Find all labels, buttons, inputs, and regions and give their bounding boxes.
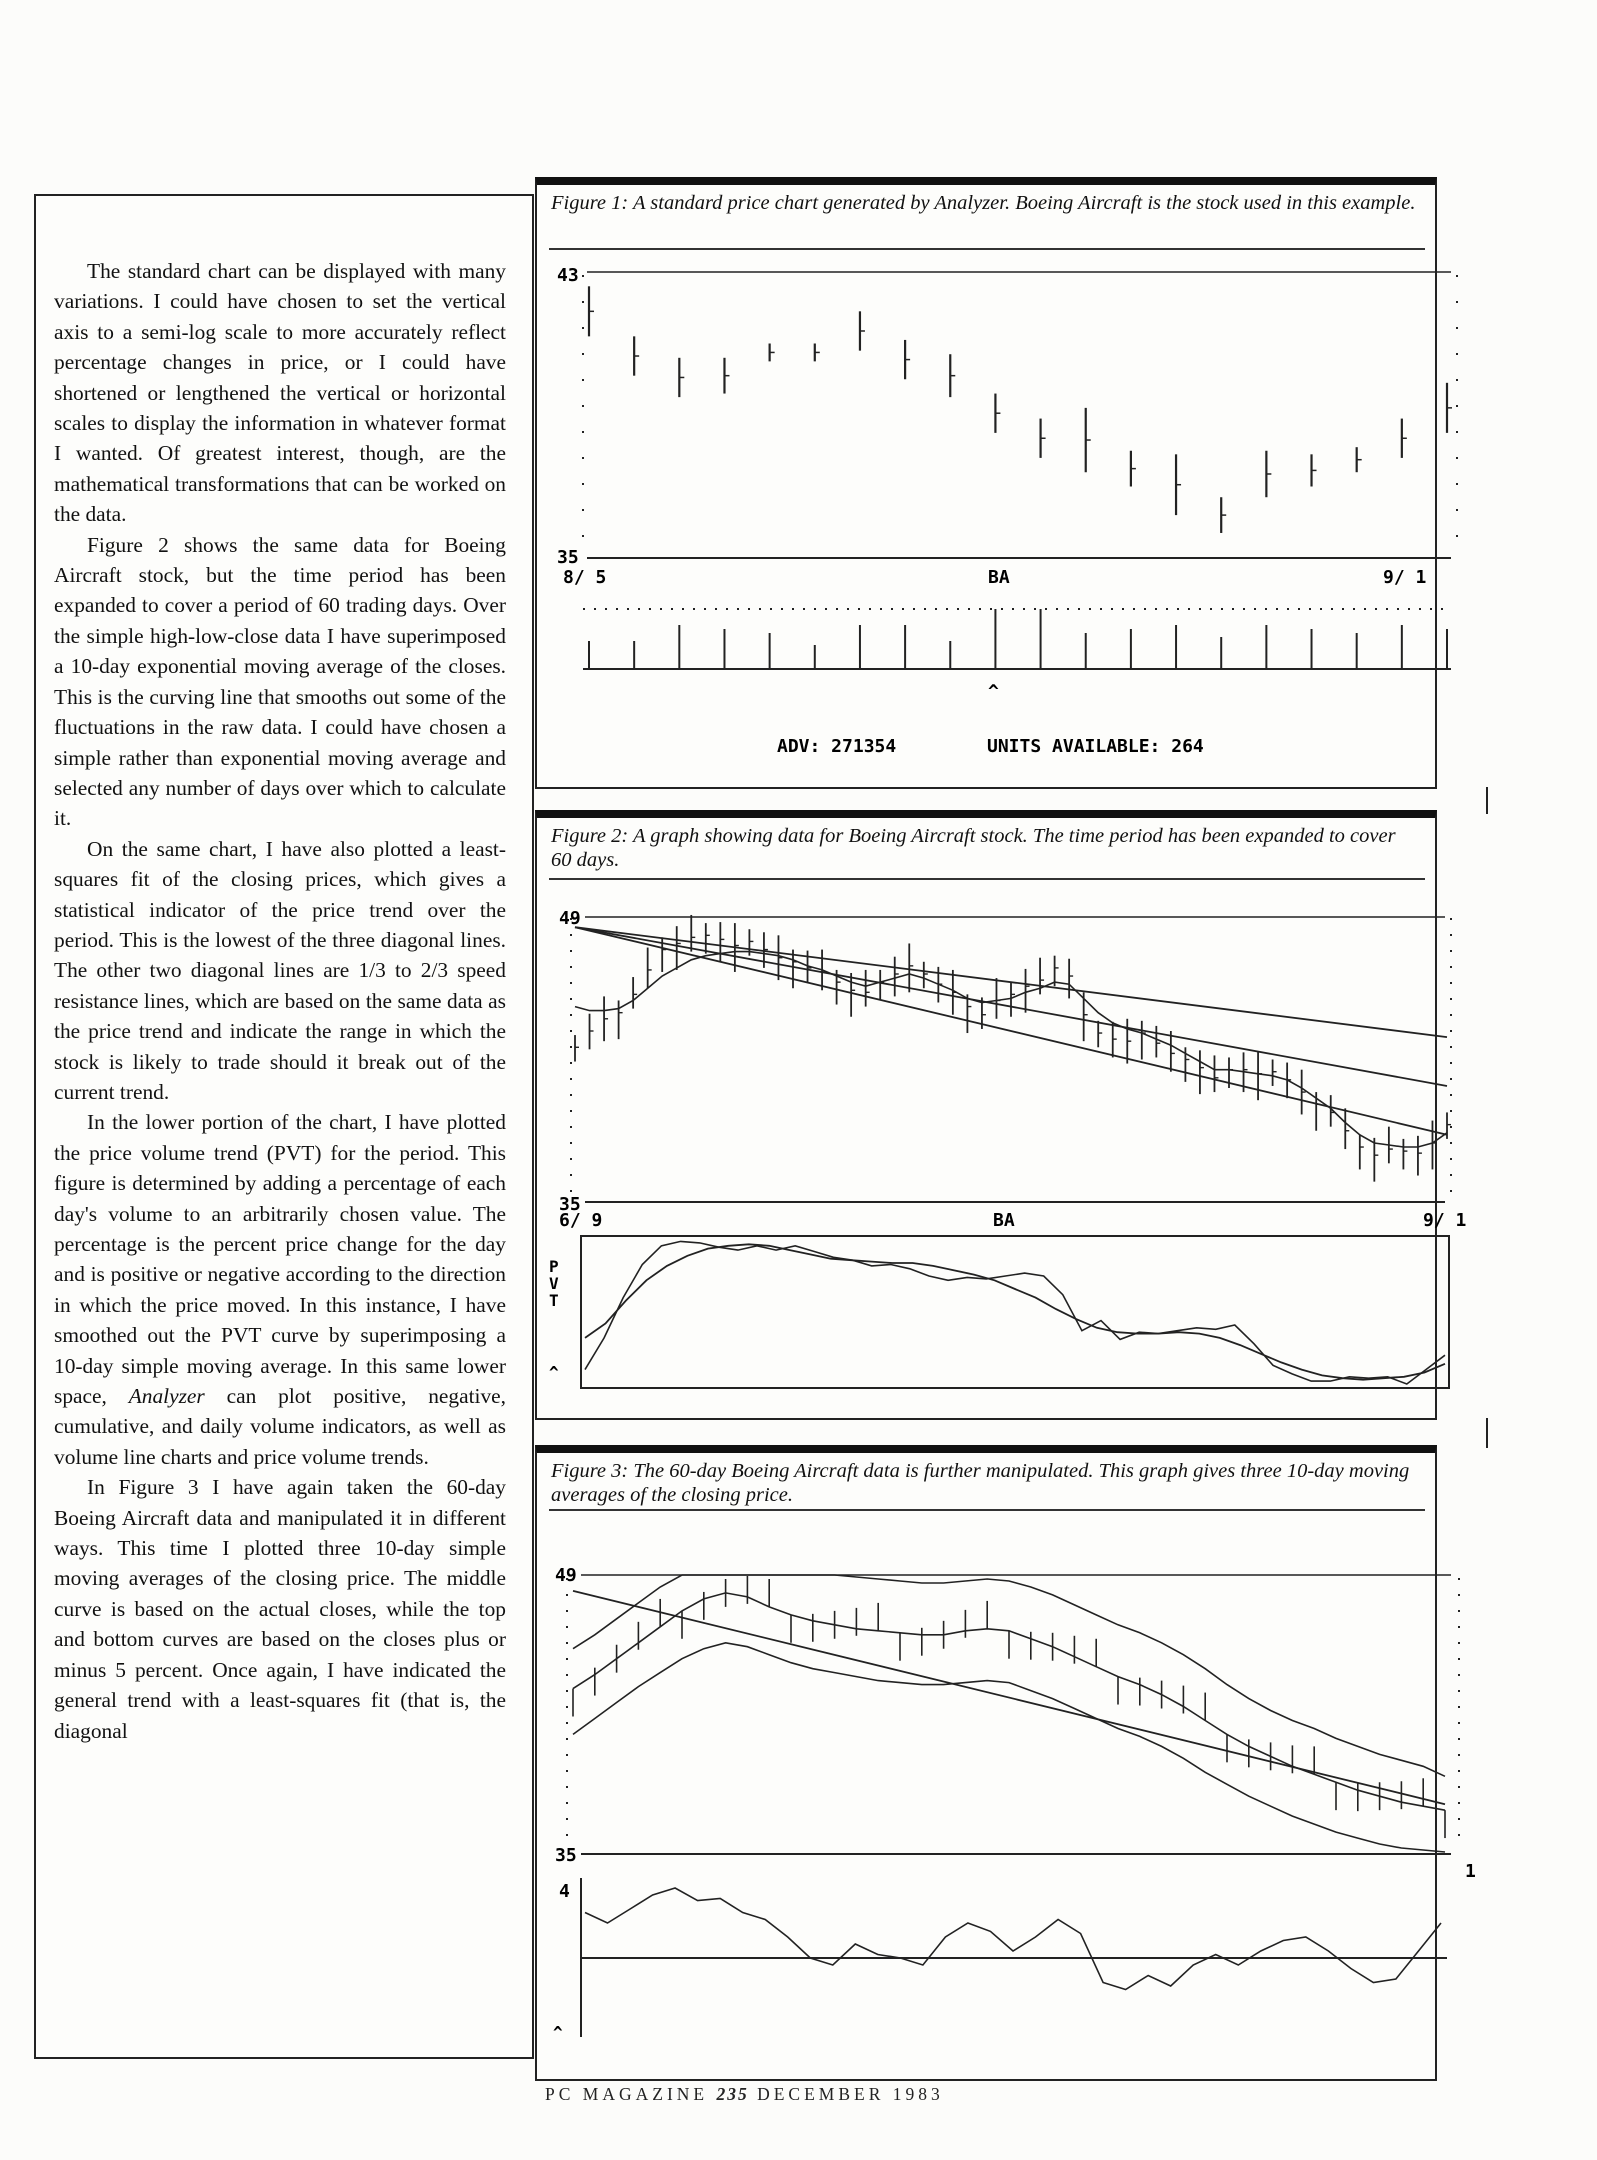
footer-magazine: PC MAGAZINE: [545, 2084, 709, 2104]
x-mid-label: BA: [993, 1210, 1015, 1231]
pvt-line: [585, 1241, 1445, 1384]
pvt-marker: ^: [549, 1363, 559, 1382]
volume-marker: ^: [988, 681, 999, 702]
pvt-label-p: P: [549, 1257, 559, 1276]
y-min-label: 35: [559, 1194, 581, 1215]
oscillator-top-label: 4: [559, 1881, 570, 1902]
page-footer: [545, 2084, 944, 2105]
price-panel: [575, 915, 1451, 1182]
paragraph-2: Figure 2 shows the same data for Boeing Aircraft stock, but the time period has been expanded to cover a period of 60 trading days. Over the simple high-low-close data I have superimposed a 10-day exponential moving average of the closes. This is the curving line that smooths out some of the fluctuations in the raw data. I could have chosen a simple rather than exponential moving average and selected any number of days over which to calculate it.: [54, 532, 506, 831]
y-min-label: 35: [557, 547, 579, 568]
x-end-label: 9/ 1: [1383, 567, 1427, 588]
figure-2-caption: Figure 2: A graph showing data for Boeing Aircraft stock. The time period has been expanded to cover 60 days.: [551, 825, 1396, 871]
paragraph-4-tail: can plot positive, negative, cumulative, and daily volume indicators, as well as volume line charts and price volume trends.: [54, 1384, 506, 1469]
volume-bars: [589, 609, 1447, 669]
least-squares-line: [575, 927, 1447, 1135]
speed-resistance-2-3-line: [575, 927, 1447, 1086]
y-max-label: 49: [555, 1565, 577, 1586]
x-end-label: 9/ 1: [1423, 1210, 1467, 1231]
paragraph-1: The standard chart can be displayed with many variations. I could have chosen to set the vertical axis to a semi-log scale to more accurately reflect percentage changes in price, or I could have shortened or lengthened the vertical or horizontal scales to display the information in whatever format I wanted. Of greatest interest, though, are the mathematical transformations that can be worked on the data.: [54, 259, 506, 527]
units-available-readout: UNITS AVAILABLE: 264: [987, 736, 1204, 757]
x-mid-label: BA: [988, 567, 1010, 588]
adv-readout: ADV: 271354: [777, 736, 897, 757]
y-max-label: 43: [557, 265, 579, 286]
pvt-label-t: T: [549, 1291, 559, 1310]
pvt-sma-10-line: [585, 1244, 1445, 1379]
figure-2-chart: [537, 818, 1467, 1420]
frame-connector-1: [1486, 787, 1488, 814]
x-start-label: 8/ 5: [563, 567, 607, 588]
figure-3-chart: [537, 1453, 1476, 2081]
paragraph-4: [54, 1107, 506, 1472]
x-start-label: 6/ 9: [559, 1210, 603, 1231]
figure-1-chart: [537, 185, 1435, 789]
moving-average-panel: [573, 1575, 1445, 1852]
price-bars: [589, 286, 1452, 533]
paragraph-5: In Figure 3 I have again taken the 60-day Boeing Aircraft data and manipulated it in different ways. This time I plotted three 10-day simple moving averages of the closing price. The middle curve is based on the actual closes, while the top and bottom curves are based on the closes plus or minus 5 percent. Once again, I have indicated the general trend with a least-squares fit (that is, the diagonal: [54, 1475, 506, 1743]
x-end-label: 1: [1465, 1861, 1476, 1882]
paragraph-4-head: In the lower portion of the chart, I have plotted the price volume trend (PVT) for the period. This figure is determined by adding a percentage of each day's volume to an arbitrarily chosen value. The percentage is the percent price change for the day and is positive or negative according to the direction in which the price moved. In this instance, I have smoothed out the PVT curve by superimposing a 10-day simple moving average. In this same lower space,: [54, 1110, 506, 1409]
oscillator-marker: ^: [553, 2023, 563, 2042]
y-max-label: 49: [559, 908, 581, 929]
pvt-panel: [585, 1241, 1445, 1384]
figure-3-caption: Figure 3: The 60-day Boeing Aircraft data is further manipulated. This graph gives three 10-day moving averages of the closing price.: [551, 1460, 1410, 1506]
paragraph-3: On the same chart, I have also plotted a least-squares fit of the closing prices, which gives a statistical indicator of the price trend over the period. This is the lowest of the three diagonal lines. The other two diagonal lines are 1/3 to 2/3 speed resistance lines, which are based on the same data as the price trend and indicate the range in which the stock is likely to trade should it break out of the current trend.: [54, 836, 506, 1104]
oscillator-panel: [581, 1888, 1447, 1990]
y-min-label: 35: [555, 1845, 577, 1866]
figure-1: [535, 177, 1437, 789]
figure-2: [535, 810, 1467, 1420]
frame-connector-2: [1486, 1418, 1488, 1448]
pvt-panel-frame: [581, 1236, 1449, 1388]
footer-page-number: 235: [716, 2084, 749, 2104]
figure-1-caption: Figure 1: A standard price chart generated by Analyzer. Boeing Aircraft is the stock used in this example.: [551, 192, 1416, 214]
analyzer-name: Analyzer: [128, 1384, 205, 1409]
footer-date: DECEMBER 1983: [757, 2084, 944, 2104]
article-body: [54, 256, 506, 1746]
speed-resistance-1-3-line: [575, 927, 1447, 1037]
figure-3: [535, 1445, 1476, 2081]
pvt-label-v: V: [549, 1274, 559, 1293]
oscillator-line: [585, 1888, 1441, 1990]
article-text-box: [34, 194, 534, 2059]
moving-average-close-line: [573, 1593, 1445, 1810]
